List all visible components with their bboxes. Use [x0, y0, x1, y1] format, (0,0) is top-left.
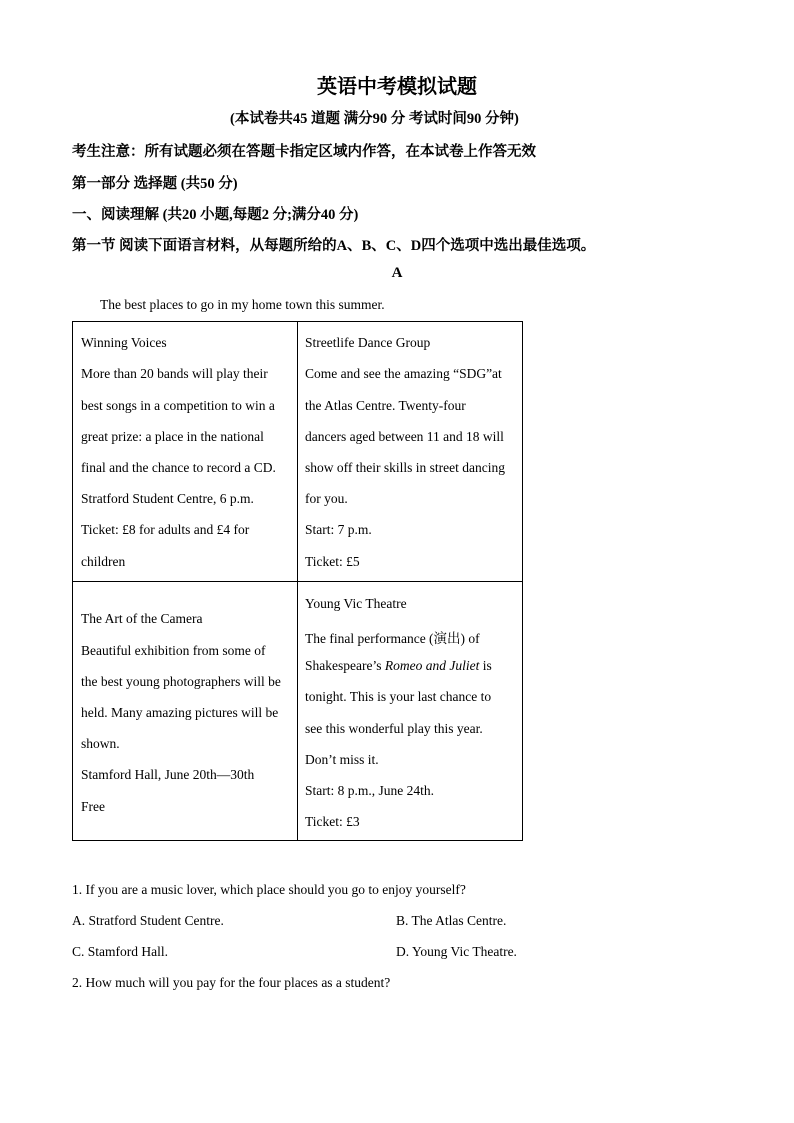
- cell-art-camera-title: The Art of the Camera: [81, 611, 203, 626]
- events-table: [72, 321, 523, 841]
- cell-text-line: Start: 8 p.m., June 24th.: [305, 783, 434, 798]
- cell-text-line: Ticket: £3: [305, 814, 360, 829]
- play-suffix: is: [479, 658, 492, 673]
- exam-notice: 考生注意：所有试题必须在答题卡指定区域内作答，在本试卷上作答无效: [72, 144, 536, 160]
- cell-text-line: shown.: [81, 736, 120, 751]
- cell-text-line: the Atlas Centre. Twenty-four: [305, 398, 466, 413]
- question-1-option-d: D. Young Vic Theatre.: [396, 944, 517, 959]
- cell-young-vic-title: Young Vic Theatre: [305, 596, 407, 611]
- cell-text-line: The final performance (演出) of: [305, 631, 480, 646]
- cell-text-line: Stratford Student Centre, 6 p.m.: [81, 491, 254, 506]
- cell-text-line: Ticket: £5: [305, 554, 360, 569]
- cell-text-line: Start: 7 p.m.: [305, 522, 372, 537]
- cell-text-line: final and the chance to record a CD.: [81, 460, 276, 475]
- cell-play-line: [305, 658, 492, 674]
- cell-text-line: for you.: [305, 491, 348, 506]
- cell-text-line: Stamford Hall, June 20th—30th: [81, 767, 255, 782]
- cell-text-line: Free: [81, 799, 105, 814]
- instruction-line: 第一节 阅读下面语言材料，从每题所给的A、B、C、D四个选项中选出最佳选项。: [72, 238, 596, 254]
- question-2-stem: 2. How much will you pay for the four places as a student?: [72, 975, 391, 990]
- cell-text-line: More than 20 bands will play their: [81, 366, 268, 381]
- section-heading: 一、阅读理解 (共20 小题,每题2 分;满分40 分): [72, 207, 359, 223]
- cell-text-line: children: [81, 554, 126, 569]
- passage-label: A: [391, 265, 403, 281]
- question-1-option-c: C. Stamford Hall.: [72, 944, 168, 959]
- cell-text-line: Come and see the amazing “SDG”at: [305, 366, 502, 381]
- play-prefix: Shakespeare’s: [305, 658, 385, 673]
- cell-text-line: held. Many amazing pictures will be: [81, 705, 279, 720]
- passage-intro: The best places to go in my home town this summer.: [100, 297, 385, 312]
- cell-winning-voices-title: Winning Voices: [81, 335, 167, 350]
- play-title: Romeo and Juliet: [384, 658, 480, 673]
- question-1-stem: 1. If you are a music lover, which place should you go to enjoy yourself?: [72, 882, 466, 897]
- cell-text-line: see this wonderful play this year.: [305, 721, 483, 736]
- question-1-option-b: B. The Atlas Centre.: [396, 913, 507, 928]
- cell-text-line: dancers aged between 11 and 18 will: [305, 429, 504, 444]
- cell-text-line: Beautiful exhibition from some of: [81, 643, 266, 658]
- cell-text-line: the best young photographers will be: [81, 674, 281, 689]
- part-heading: 第一部分 选择题 (共50 分): [72, 176, 238, 192]
- cell-text-line: great prize: a place in the national: [81, 429, 264, 444]
- cell-text-line: Don’t miss it.: [305, 752, 379, 767]
- cell-text-line: best songs in a competition to win a: [81, 398, 275, 413]
- cell-text-line: tonight. This is your last chance to: [305, 689, 492, 704]
- exam-subtitle: (本试卷共45 道题 满分90 分 考试时间90 分钟): [230, 111, 519, 127]
- table-divider-horizontal: [73, 581, 522, 582]
- cell-streetlife-title: Streetlife Dance Group: [305, 335, 431, 350]
- question-1-option-a: A. Stratford Student Centre.: [72, 913, 224, 928]
- cell-text-line: Ticket: £8 for adults and £4 for: [81, 522, 250, 537]
- cell-text-line: show off their skills in street dancing: [305, 460, 505, 475]
- exam-title: 英语中考模拟试题: [317, 76, 477, 98]
